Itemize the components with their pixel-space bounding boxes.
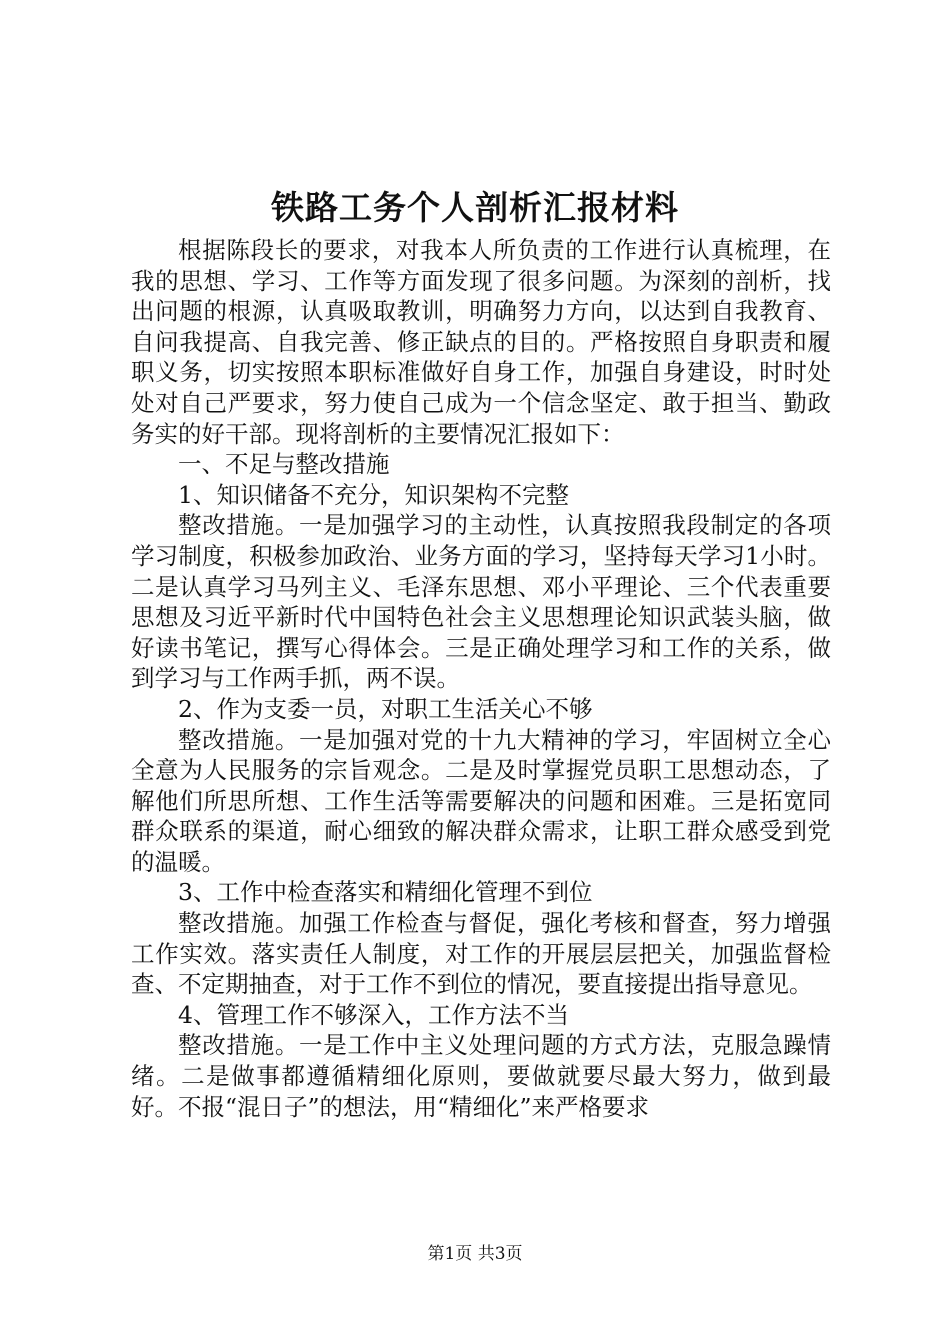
item-heading-3: 3、工作中检查落实和精细化管理不到位 xyxy=(178,878,593,907)
section-heading: 一、不足与整改措施 xyxy=(178,450,390,479)
item-measures-2: 整改措施。一是加强对党的十九大精神的学习，牢固树立全心全意为人民服务的宗旨观念。二是及时掌握党员职工思想动态，了解他们所思所想、工作生活等需要解决的问题和困难。三是拓宽同群众联系的渠道，耐心细致的解决群众需求，让职工群众感受到党的温暖。 xyxy=(131,725,831,876)
item-measures-1: 整改措施。一是加强学习的主动性，认真按照我段制定的各项学习制度，积极参加政治、业务方面的学习，坚持每天学习1小时。二是认真学习马列主义、毛泽东思想、邓小平理论、三个代表重要思想及习近平新时代中国特色社会主义思想理论知识武装头脑，做好读书笔记，撰写心得体会。三是正确处理学习和工作的关系，做到学习与工作两手抓，两不误。 xyxy=(131,511,831,693)
document-body xyxy=(131,235,831,1122)
item-heading-1: 1、知识储备不充分，知识架构不完整 xyxy=(178,480,569,509)
item-measures-4: 整改措施。一是工作中主义处理问题的方式方法，克服急躁情绪。二是做事都遵循精细化原则，要做就要尽最大努力，做到最好。不报“混日子”的想法，用“精细化”来严格要求 xyxy=(131,1031,831,1121)
item-measures-3: 整改措施。加强工作检查与督促，强化考核和督查，努力增强工作实效。落实责任人制度，对工作的开展层层把关，加强监督检查、不定期抽查，对于工作不到位的情况，要直接提出指导意见。 xyxy=(131,909,831,999)
paragraph-intro: 根据陈段长的要求，对我本人所负责的工作进行认真梳理，在我的思想、学习、工作等方面发现了很多问题。为深刻的剖析，找出问题的根源，认真吸取教训，明确努力方向，以达到自我教育、自问我提高、自我完善、修正缺点的目的。严格按照自身职责和履职义务，切实按照本职标准做好自身工作，加强自身建设，时时处处对自己严要求，努力使自己成为一个信念坚定、敢于担当、勤政务实的好干部。现将剖析的主要情况汇报如下： xyxy=(131,236,831,448)
item-heading-4: 4、管理工作不够深入，工作方法不当 xyxy=(178,1000,569,1029)
item-heading-2: 2、作为支委一员，对职工生活关心不够 xyxy=(178,694,593,723)
page-number-footer: 第1页 共3页 xyxy=(427,1244,523,1264)
document-title: 铁路工务个人剖析汇报材料 xyxy=(271,188,679,227)
